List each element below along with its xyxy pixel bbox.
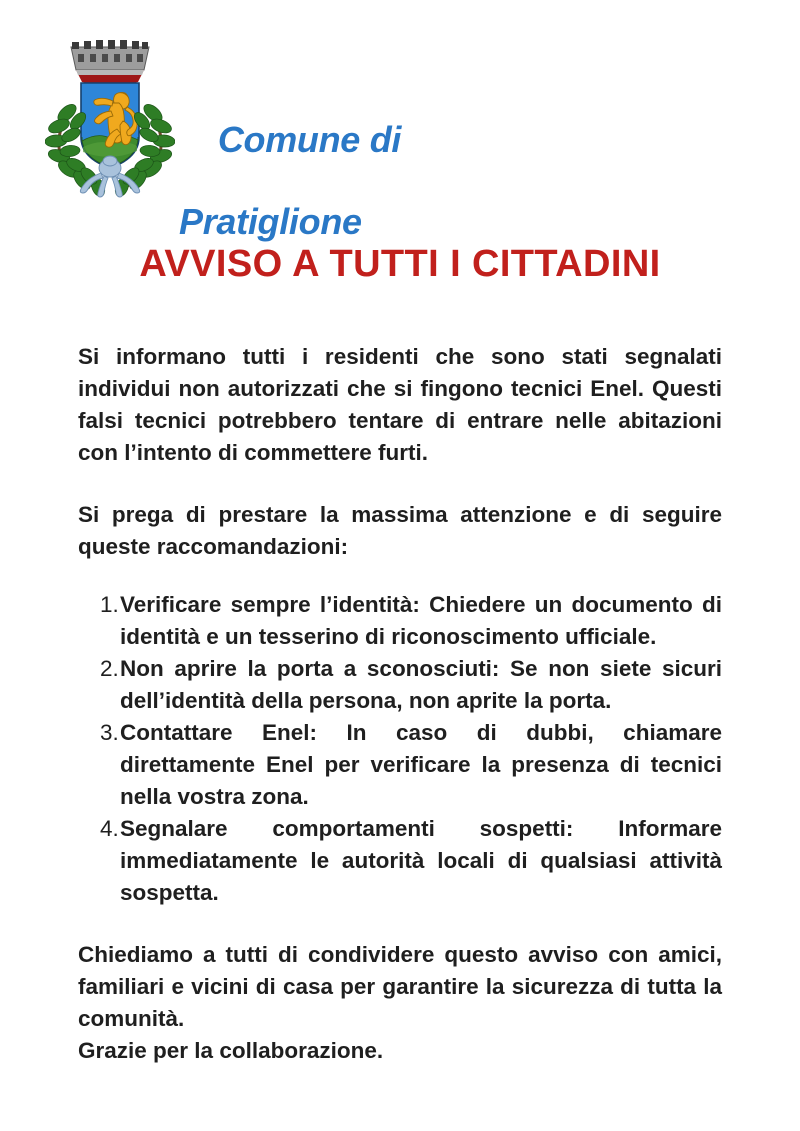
intro-paragraph: Si informano tutti i residenti che sono stati segnalati individui non autorizzati che si fingono tecnici Enel. Questi falsi tecnici potrebbero tentare di entrare nelle abitazioni con l’intento di commettere furti. <box>78 344 722 465</box>
request-paragraph: Si prega di prestare la massima attenzione e di seguire queste raccomandazioni: <box>78 502 722 559</box>
document-header <box>0 0 800 242</box>
closing-paragraph: Chiediamo a tutti di condividere questo avviso con amici, familiari e vicini di casa per garantire la sicurezza di tutta la comunità. <box>78 942 722 1031</box>
list-item-text: Verificare sempre l’identità: Chiedere un documento di identità e un tesserino di riconoscimento ufficiale. <box>120 592 722 649</box>
municipality-line-2: Pratiglione <box>179 201 362 242</box>
municipality-name <box>179 78 401 324</box>
coat-of-arms-icon <box>45 25 175 200</box>
list-item <box>78 653 722 717</box>
spacer <box>78 563 722 589</box>
page-title: AVVISO A TUTTI I CITTADINI <box>139 243 661 285</box>
list-item <box>78 717 722 813</box>
spacer <box>78 469 722 499</box>
list-item-text: Non aprire la porta a sconosciuti: Se non siete sicuri dell’identità della persona, non aprite la porta. <box>120 656 722 713</box>
list-item-text: Contattare Enel: In caso di dubbi, chiamare direttamente Enel per verificare la presenza di tecnici nella vostra zona. <box>120 720 722 809</box>
spacer <box>78 909 722 939</box>
municipality-line-1: Comune di <box>217 119 402 160</box>
thanks-line: Grazie per la collaborazione. <box>78 1038 384 1063</box>
list-item <box>78 813 722 909</box>
recommendations-list <box>78 589 722 909</box>
list-item-text: Segnalare comportamenti sospetti: Informare immediatamente le autorità locali di qualsiasi attività sospetta. <box>120 816 722 905</box>
notice-body <box>78 341 722 1067</box>
list-item <box>78 589 722 653</box>
